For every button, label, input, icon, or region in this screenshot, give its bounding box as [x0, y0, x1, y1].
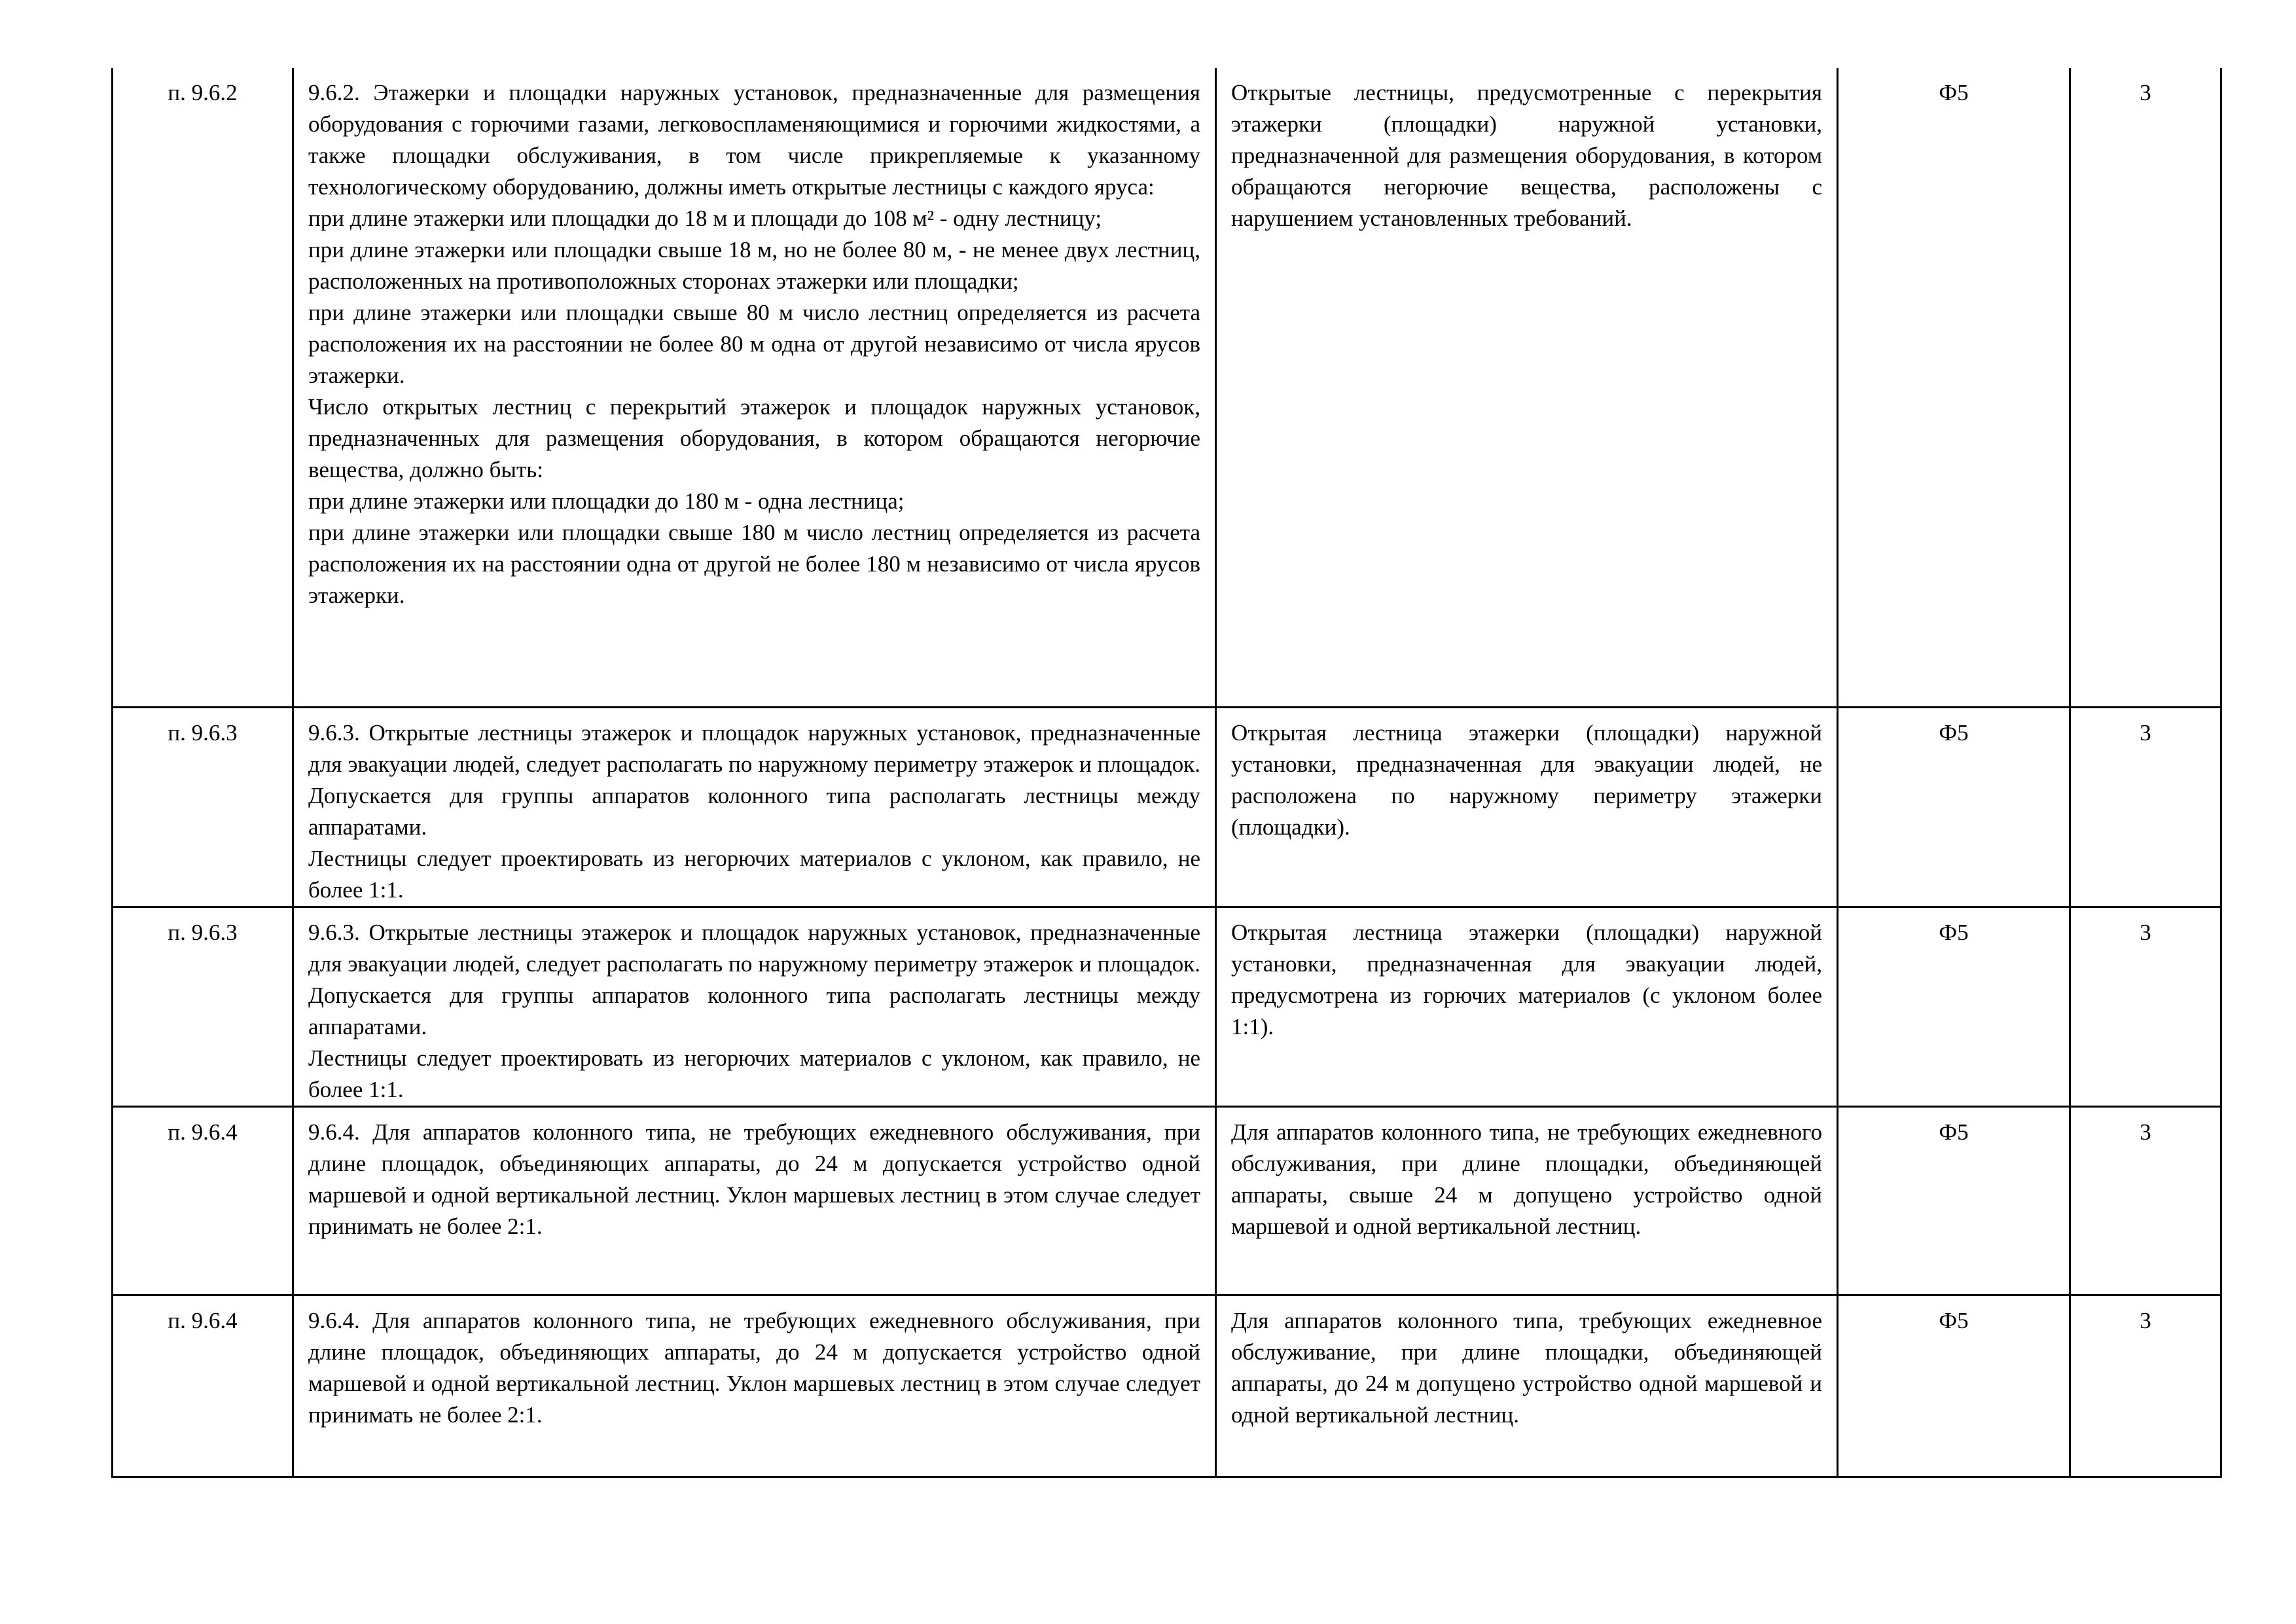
requirement-paragraph: 9.6.4. Для аппаратов колонного типа, не требующих ежедневного обслуживания, при длине площадок, объединяющих аппараты, до 24 м допускается устройство одной маршевой и одной вертикальной лестниц. Уклон маршевых лестниц в этом случае следует принимать не более 2:1. [308, 1307, 1200, 1428]
table-row [113, 907, 2221, 1106]
requirement-text [293, 907, 1216, 1106]
violation-text: Открытая лестница этажерки (площадки) наружной установки, предназначенная для эвакуации людей, не расположена по наружному периметру этажерки (площадки). [1216, 707, 1838, 907]
violation-code: Ф5 [1838, 907, 2070, 1106]
requirement-paragraph: при длине этажерки или площадки свыше 80 м число лестниц определяется из расчета расположения их на расстоянии не более 80 м одна от другой независимо от числа ярусов этажерки. [308, 300, 1200, 388]
violation-text: Открытая лестница этажерки (площадки) наружной установки, предназначенная для эвакуации людей, предусмотрена из горючих материалов (с уклоном более 1:1). [1216, 907, 1838, 1106]
violation-count: 3 [2070, 1295, 2221, 1477]
violation-count: 3 [2070, 907, 2221, 1106]
table-row [113, 1106, 2221, 1295]
table-row [113, 1295, 2221, 1477]
violation-count: 3 [2070, 68, 2221, 707]
violation-text: Открытые лестницы, предусмотренные с перекрытия этажерки (площадки) наружной установки, предназначенной для размещения оборудования, в котором обращаются негорючие вещества, расположены с нарушением установленных требований. [1216, 68, 1838, 707]
requirement-paragraph: 9.6.3. Открытые лестницы этажерок и площадок наружных установок, предназначенные для эвакуации людей, следует располагать по наружному периметру этажерок и площадок. Допускается для группы аппаратов колонного типа располагать лестницы между аппаратами. [308, 919, 1200, 1039]
requirement-text [293, 1106, 1216, 1295]
requirement-text [293, 1295, 1216, 1477]
requirement-paragraph: при длине этажерки или площадки до 18 м и площади до 108 м² - одну лестницу; [308, 206, 1102, 231]
table-row [113, 707, 2221, 907]
clause-reference: п. 9.6.2 [113, 68, 293, 707]
requirement-paragraph: при длине этажерки или площадки до 180 м - одна лестница; [308, 488, 905, 514]
requirement-paragraph: 9.6.2. Этажерки и площадки наружных установок, предназначенные для размещения оборудования с горючими газами, легковоспламеняющимися и горючими жидкостями, а также площадки обслуживания, в том числе прикрепляемые к указанному технологическому оборудованию, должны иметь открытые лестницы с каждого яруса: [308, 80, 1200, 200]
violation-text: Для аппаратов колонного типа, требующих ежедневное обслуживание, при длине площадки, объединяющей аппараты, до 24 м допущено устройство одной маршевой и одной вертикальной лестниц. [1216, 1295, 1838, 1477]
requirement-paragraph: 9.6.4. Для аппаратов колонного типа, не требующих ежедневного обслуживания, при длине площадок, объединяющих аппараты, до 24 м допускается устройство одной маршевой и одной вертикальной лестниц. Уклон маршевых лестниц в этом случае следует принимать не более 2:1. [308, 1119, 1200, 1239]
table-row [113, 68, 2221, 707]
violation-text: Для аппаратов колонного типа, не требующих ежедневного обслуживания, при длине площадки, объединяющей аппараты, свыше 24 м допущено устройство одной маршевой и одной вертикальной лестниц. [1216, 1106, 1838, 1295]
requirement-paragraph: Лестницы следует проектировать из негорючих материалов с уклоном, как правило, не более 1:1. [308, 845, 1200, 903]
requirement-text [293, 68, 1216, 707]
requirement-paragraph: при длине этажерки или площадки свыше 18 м, но не более 80 м, - не менее двух лестниц, расположенных на противоположных сторонах этажерки или площадки; [308, 237, 1200, 294]
violation-code: Ф5 [1838, 1106, 2070, 1295]
requirement-text [293, 707, 1216, 907]
violation-code: Ф5 [1838, 68, 2070, 707]
clause-reference: п. 9.6.4 [113, 1106, 293, 1295]
violation-code: Ф5 [1838, 1295, 2070, 1477]
requirement-paragraph: 9.6.3. Открытые лестницы этажерок и площадок наружных установок, предназначенные для эвакуации людей, следует располагать по наружному периметру этажерок и площадок. Допускается для группы аппаратов колонного типа располагать лестницы между аппаратами. [308, 719, 1200, 840]
requirement-paragraph: Число открытых лестниц с перекрытий этажерок и площадок наружных установок, предназначенных для размещения оборудования, в котором обращаются негорючие вещества, должно быть: [308, 394, 1200, 482]
violation-code: Ф5 [1838, 707, 2070, 907]
requirement-paragraph: Лестницы следует проектировать из негорючих материалов с уклоном, как правило, не более 1:1. [308, 1045, 1200, 1102]
violation-count: 3 [2070, 1106, 2221, 1295]
violation-count: 3 [2070, 707, 2221, 907]
requirement-paragraph: при длине этажерки или площадки свыше 180 м число лестниц определяется из расчета расположения их на расстоянии одна от другой не более 180 м независимо от числа ярусов этажерки. [308, 520, 1200, 608]
clause-reference: п. 9.6.4 [113, 1295, 293, 1477]
clause-reference: п. 9.6.3 [113, 707, 293, 907]
requirements-table [111, 68, 2222, 1478]
clause-reference: п. 9.6.3 [113, 907, 293, 1106]
